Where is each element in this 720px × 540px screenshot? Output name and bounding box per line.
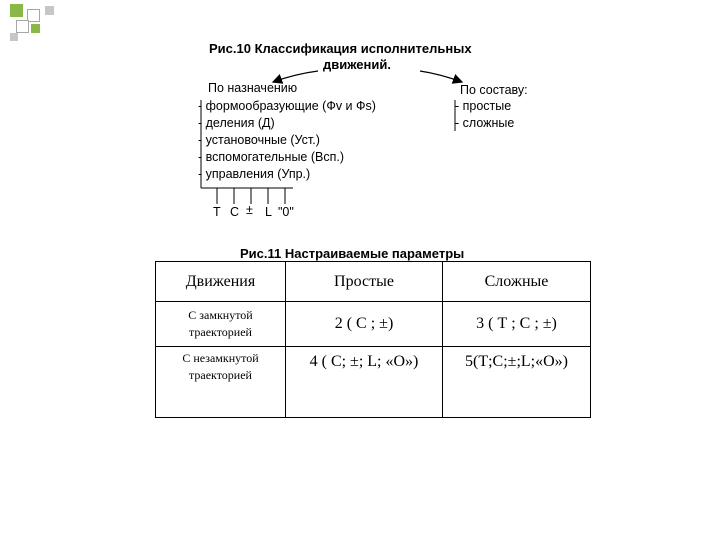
left-item: - управления (Упр.) bbox=[198, 167, 311, 181]
parameters-table bbox=[155, 261, 591, 418]
row-label-line1: С замкнутой bbox=[188, 308, 253, 322]
fig11-title: Рис.11 Настраиваемые параметры bbox=[240, 246, 465, 261]
row-label-line2: траекторией bbox=[189, 368, 252, 382]
right-heading: По составу: bbox=[460, 83, 528, 97]
table-header-row bbox=[156, 262, 591, 302]
arrow-right bbox=[420, 71, 462, 82]
bottom-label-zero: "0" bbox=[278, 205, 294, 219]
left-item: - вспомогательные (Всп.) bbox=[198, 150, 345, 164]
table-row bbox=[156, 347, 591, 418]
right-item: - простые bbox=[455, 99, 512, 113]
header-cell: Движения bbox=[156, 262, 286, 302]
row-label-line1: С незамкнутой bbox=[182, 351, 259, 365]
row-label-cell bbox=[156, 302, 286, 347]
left-item: - установочные (Уст.) bbox=[198, 133, 320, 147]
fig10-title-line1: Рис.10 Классификация исполнительных bbox=[209, 41, 472, 56]
bottom-label-t: Т bbox=[213, 205, 221, 219]
row-label-line2: траекторией bbox=[189, 325, 252, 339]
left-heading: По назначению bbox=[208, 81, 298, 95]
complex-cell: 5(Т;С;±;L;«О») bbox=[443, 347, 591, 418]
bottom-label-l: L bbox=[265, 205, 272, 219]
complex-cell: 3 ( Т ; С ; ±) bbox=[443, 302, 591, 347]
left-item: - деления (Д) bbox=[198, 116, 275, 130]
header-cell: Сложные bbox=[443, 262, 591, 302]
row-label-cell bbox=[156, 347, 286, 418]
header-cell: Простые bbox=[286, 262, 443, 302]
simple-cell: 4 ( С; ±; L; «О») bbox=[286, 347, 443, 418]
simple-cell: 2 ( С ; ±) bbox=[286, 302, 443, 347]
right-item: - сложные bbox=[455, 116, 515, 130]
bottom-label-pm: ± bbox=[246, 203, 253, 217]
left-item: - формообразующие (Фv и Фs) bbox=[198, 99, 376, 113]
bottom-label-c: С bbox=[230, 205, 240, 219]
fig10-title-line2: движений. bbox=[323, 57, 391, 72]
table-row bbox=[156, 302, 591, 347]
